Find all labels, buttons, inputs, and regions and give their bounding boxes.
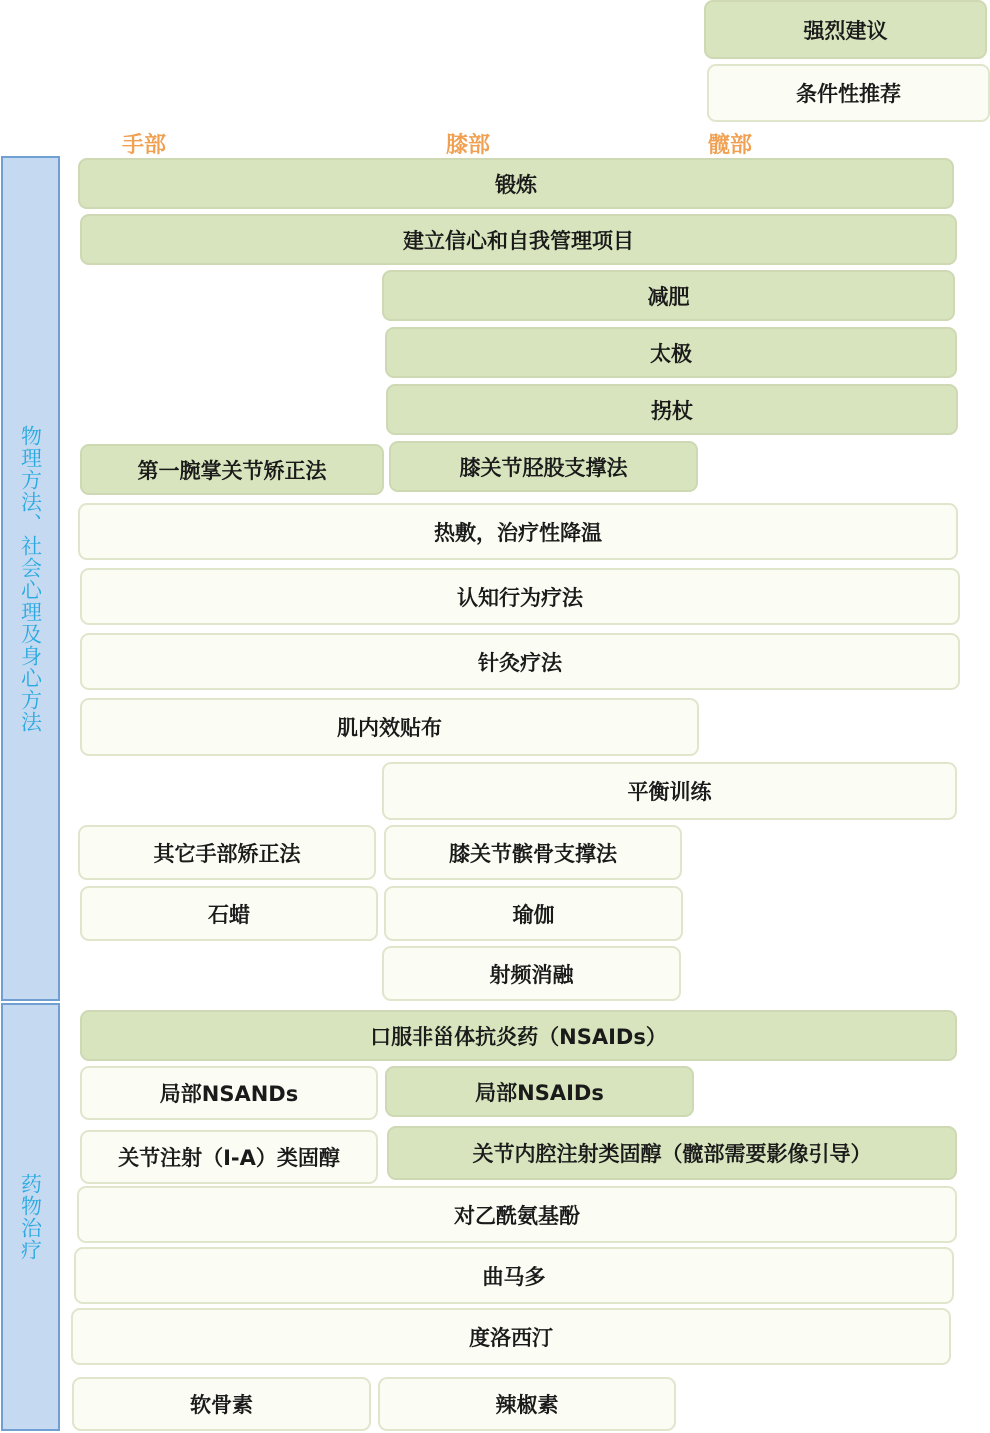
item-ia-steroids-hand: 关节注射（I-A）类固醇 (80, 1130, 378, 1184)
item-weight-loss: 减肥 (382, 270, 955, 321)
item-topical-nsaids: 局部NSAIDs (385, 1066, 694, 1117)
item-heat-cold: 热敷，治疗性降温 (78, 503, 958, 560)
joint-label-hand: 手部 (122, 133, 167, 158)
item-self-management: 建立信心和自我管理项目 (80, 214, 957, 265)
item-radiofrequency-ablation: 射频消融 (382, 946, 681, 1001)
item-tai-chi: 太极 (385, 327, 957, 378)
category-drug (1, 1003, 60, 1431)
item-paraffin: 石蜡 (80, 886, 378, 941)
legend-strong: 强烈建议 (704, 0, 987, 59)
item-tramadol: 曲马多 (74, 1247, 954, 1304)
category-physical-label: 物理方法、社会心理及身心方法 (18, 424, 43, 733)
joint-label-knee: 膝部 (446, 133, 491, 158)
category-drug-label: 药物治疗 (18, 1173, 43, 1261)
item-yoga: 瑜伽 (384, 886, 683, 941)
item-exercise: 锻炼 (78, 158, 954, 209)
legend-conditional: 条件性推荐 (707, 64, 990, 122)
item-topical-nsands: 局部NSANDs (80, 1066, 378, 1120)
item-balance-training: 平衡训练 (382, 762, 957, 820)
joint-label-hip: 髋部 (708, 133, 753, 158)
item-cane: 拐杖 (386, 384, 958, 435)
item-cbt: 认知行为疗法 (80, 568, 960, 625)
item-kinesio-tape: 肌内效贴布 (80, 698, 699, 756)
item-tibiofemoral-brace: 膝关节胫股支撑法 (389, 441, 698, 492)
item-oral-nsaids: 口服非甾体抗炎药（NSAIDs） (80, 1010, 957, 1061)
item-chondroitin: 软骨素 (72, 1377, 371, 1431)
item-acetaminophen: 对乙酰氨基酚 (77, 1186, 957, 1243)
item-patellofemoral-brace: 膝关节髌骨支撑法 (384, 825, 682, 880)
item-first-cmc-orthosis: 第一腕掌关节矫正法 (80, 444, 384, 495)
item-other-hand-orthosis: 其它手部矫正法 (78, 825, 376, 880)
item-duloxetine: 度洛西汀 (71, 1308, 951, 1365)
item-ia-steroids-knee-hip: 关节内腔注射类固醇（髋部需要影像引导） (387, 1126, 957, 1180)
item-capsaicin: 辣椒素 (378, 1377, 676, 1431)
item-acupuncture: 针灸疗法 (80, 633, 960, 690)
category-physical (1, 156, 60, 1001)
